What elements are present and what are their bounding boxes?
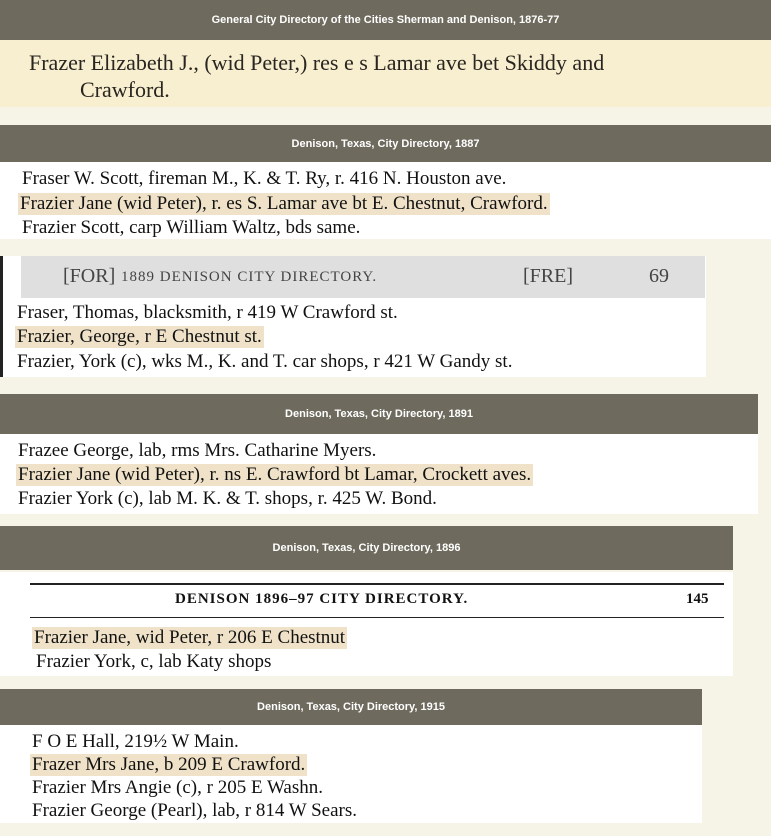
entry-frazer-jane-1915: Frazer Mrs Jane, b 209 E Crawford.	[32, 754, 306, 775]
scan-1915	[0, 725, 702, 823]
entry-foe-hall: F O E Hall, 219½ W Main.	[32, 731, 239, 752]
top-rule-1896	[30, 583, 724, 585]
entry-frazer-elizabeth: Frazer Elizabeth J., (wid Peter,) res e s Lamar ave bet Skiddy and	[29, 50, 605, 75]
page-number-1889: 69	[649, 265, 669, 287]
section-heading-1891: Denison, Texas, City Directory, 1891	[0, 394, 758, 434]
scan-1896	[0, 572, 733, 676]
scan-1876	[0, 40, 771, 107]
running-head-right: [FRE]	[523, 265, 573, 287]
entry-frazier-york-1896: Frazier York, c, lab Katy shops	[36, 651, 272, 672]
running-head-left: [FOR]	[63, 265, 116, 287]
scan-1889	[0, 256, 706, 377]
page-number-1896: 145	[686, 591, 709, 607]
section-heading-1887: Denison, Texas, City Directory, 1887	[0, 125, 771, 162]
entry-frazier-jane-1896: Frazier Jane, wid Peter, r 206 E Chestnut	[34, 627, 346, 648]
scan-1887	[0, 162, 771, 239]
entry-frazier-angie: Frazier Mrs Angie (c), r 205 E Washn.	[32, 777, 323, 798]
entry-frazier-george-1889: Frazier, George, r E Chestnut st.	[17, 326, 262, 347]
entry-frazer-elizabeth-cont: Crawford.	[80, 77, 170, 102]
section-heading-1876: General City Directory of the Cities Sherman and Denison, 1876-77	[0, 0, 771, 40]
entry-fraser-thomas: Fraser, Thomas, blacksmith, r 419 W Crawford st.	[17, 302, 398, 323]
entry-frazier-scott: Frazier Scott, carp William Waltz, bds same.	[22, 217, 361, 238]
section-heading-1896: Denison, Texas, City Directory, 1896	[0, 526, 733, 570]
entry-fraser-w-scott: Fraser W. Scott, fireman M., K. & T. Ry, r. 416 N. Houston ave.	[22, 168, 507, 189]
entry-frazier-york-1891: Frazier York (c), lab M. K. & T. shops, r. 425 W. Bond.	[18, 488, 437, 509]
running-head-title-1889: 1889 DENISON CITY DIRECTORY.	[121, 269, 378, 285]
entry-frazier-jane-1887: Frazier Jane (wid Peter), r. es S. Lamar ave bt E. Chestnut, Crawford.	[20, 193, 548, 214]
scan-1891	[0, 434, 758, 514]
bottom-rule-1896	[30, 617, 724, 618]
entry-frazier-george-1915: Frazier George (Pearl), lab, r 814 W Sears.	[32, 800, 358, 821]
section-heading-1915: Denison, Texas, City Directory, 1915	[0, 689, 702, 725]
entry-frazier-york-1889: Frazier, York (c), wks M., K. and T. car shops, r 421 W Gandy st.	[17, 351, 513, 372]
entry-frazier-jane-1891: Frazier Jane (wid Peter), r. ns E. Crawford bt Lamar, Crockett aves.	[18, 464, 532, 485]
running-head-title-1896: DENISON 1896–97 CITY DIRECTORY.	[175, 591, 469, 607]
entry-frazee-george: Frazee George, lab, rms Mrs. Catharine Myers.	[18, 440, 377, 461]
